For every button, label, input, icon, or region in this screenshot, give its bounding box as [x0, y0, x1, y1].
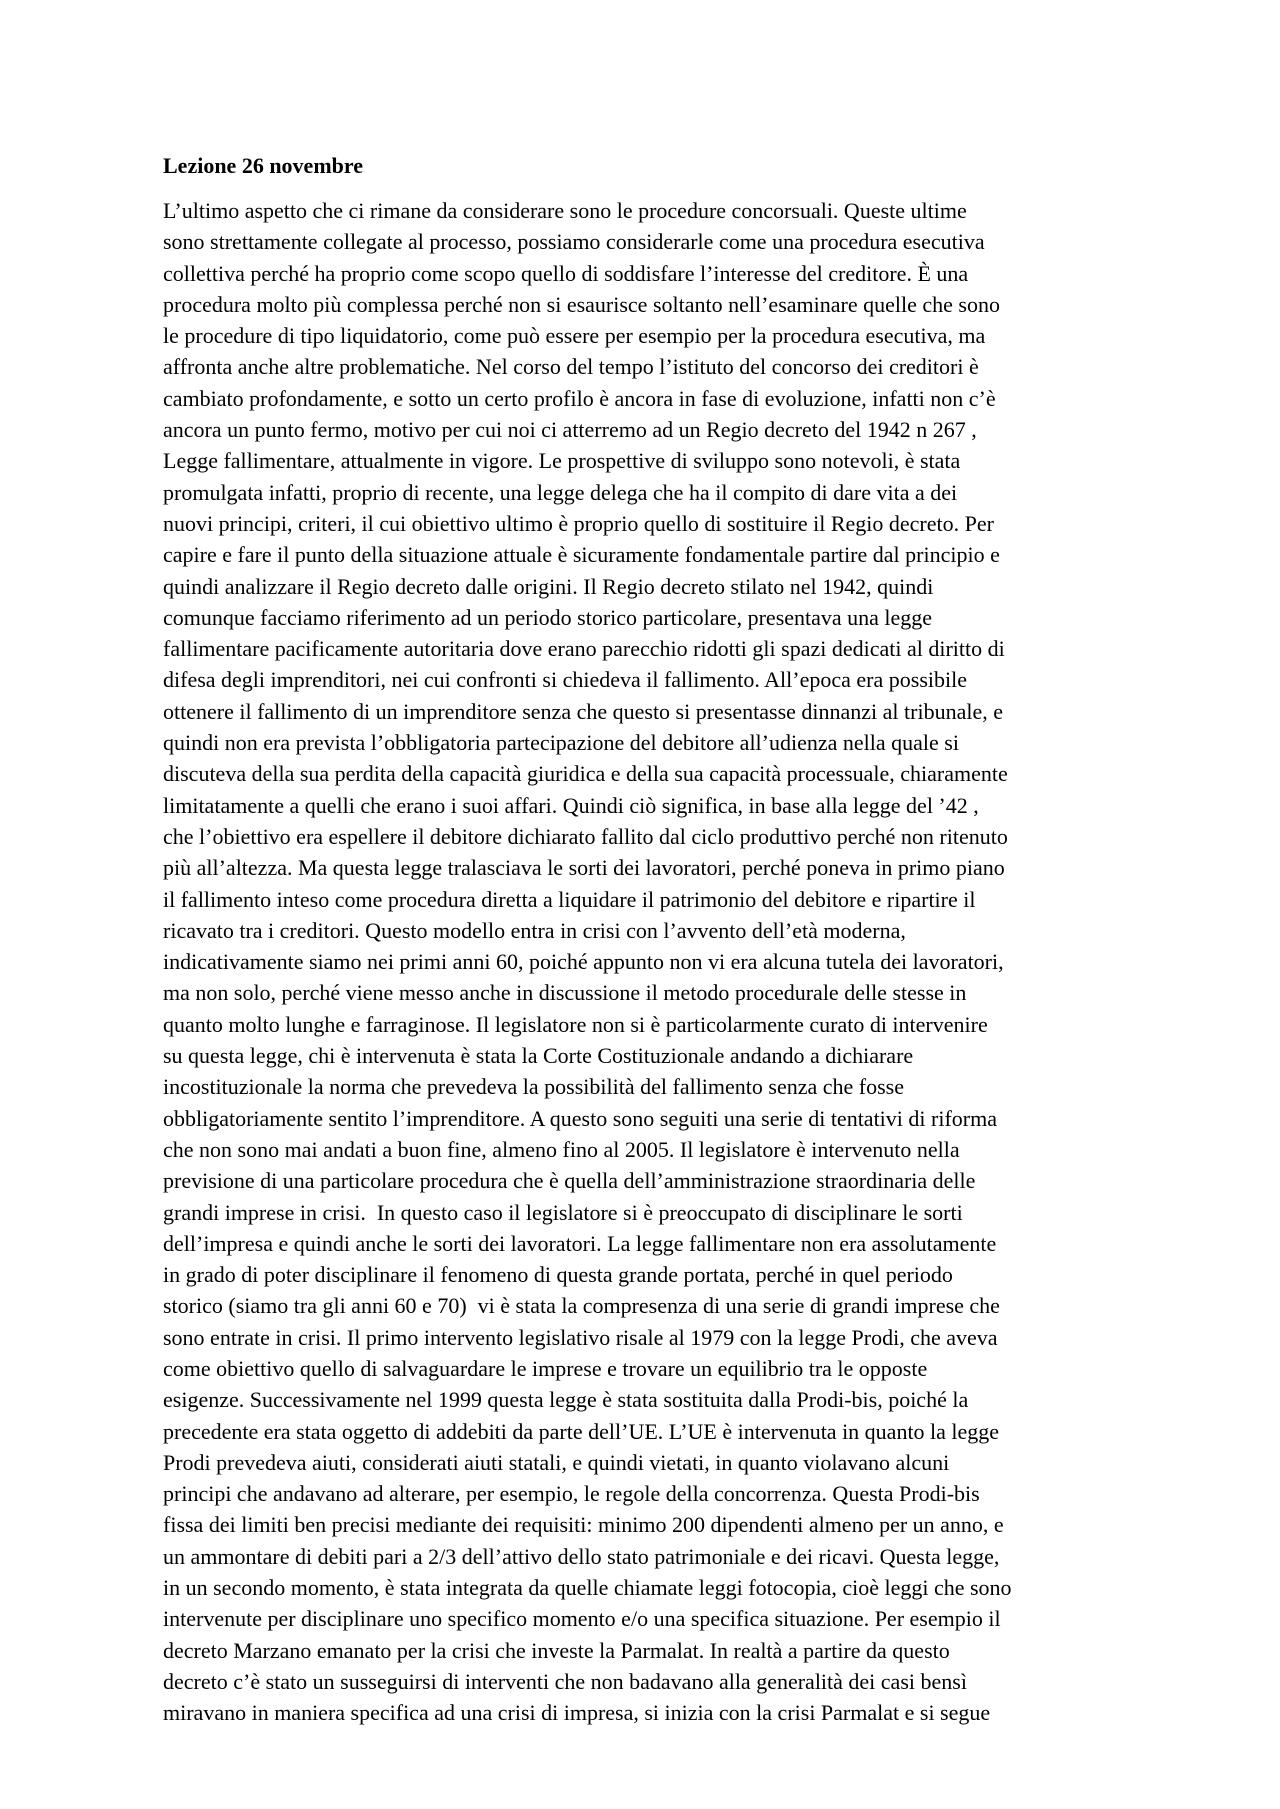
text-line: sono strettamente collegate al processo, possiamo considerarle come una procedura esecutiva [163, 229, 985, 255]
text-line: quindi non era prevista l’obbligatoria partecipazione del debitore all’udienza nella quale si [163, 730, 959, 756]
text-line: intervenute per disciplinare uno specifico momento e/o una specifica situazione. Per esempio il [163, 1606, 1001, 1632]
text-line: fallimentare pacificamente autoritaria dove erano parecchio ridotti gli spazi dedicati al diritto di [163, 636, 1005, 662]
text-line: come obiettivo quello di salvaguardare le imprese e trovare un equilibrio tra le opposte [163, 1355, 928, 1381]
body-text [163, 195, 1012, 1729]
text-line: decreto Marzano emanato per la crisi che investe la Parmalat. In realtà a partire da questo [163, 1637, 950, 1663]
text-line: ottenere il fallimento di un imprenditore senza che questo si presentasse dinnanzi al tribunale, e [163, 698, 1003, 724]
text-line: affronta anche altre problematiche. Nel corso del tempo l’istituto del concorso dei creditori è [163, 354, 979, 380]
text-line: promulgata infatti, proprio di recente, una legge delega che ha il compito di dare vita a dei [163, 479, 958, 505]
text-line: ma non solo, perché viene messo anche in discussione il metodo procedurale delle stesse in [163, 980, 967, 1006]
text-line: il fallimento inteso come procedura diretta a liquidare il patrimonio del debitore e ripartire il [163, 886, 976, 912]
text-line: decreto c’è stato un susseguirsi di interventi che non badavano alla generalità dei casi bensì [163, 1668, 967, 1694]
text-line: le procedure di tipo liquidatorio, come può essere per esempio per la procedura esecutiva, ma [163, 323, 986, 349]
text-line: indicativamente siamo nei primi anni 60, poiché appunto non vi era alcuna tutela dei lavoratori, [163, 949, 1004, 975]
text-line: L’ultimo aspetto che ci rimane da considerare sono le procedure concorsuali. Queste ultime [163, 198, 967, 223]
text-line: quanto molto lunghe e farraginose. Il legislatore non si è particolarmente curato di intervenire [163, 1011, 988, 1037]
text-line: procedura molto più complessa perché non si esaurisce soltanto nell’esaminare quelle che sono [163, 291, 1000, 317]
text-line: miravano in maniera specifica ad una crisi di impresa, si inizia con la crisi Parmalat e si segue [163, 1700, 991, 1726]
text-line: capire e fare il punto della situazione attuale è sicuramente fondamentale partire dal principio e [163, 542, 1000, 568]
text-line: grandi imprese in crisi. In questo caso il legislatore si è preoccupato di disciplinare le sorti [163, 1199, 963, 1225]
text-line: comunque facciamo riferimento ad un periodo storico particolare, presentava una legge [163, 604, 933, 630]
text-line: ancora un punto fermo, motivo per cui noi ci atterremo ad un Regio decreto del 1942 n 267 , [163, 417, 977, 443]
text-line: che l’obiettivo era espellere il debitore dichiarato fallito dal ciclo produttivo perché non ritenuto [163, 823, 1008, 849]
text-line: storico (siamo tra gli anni 60 e 70) vi è stata la compresenza di una serie di grandi imprese che [163, 1293, 1000, 1319]
text-line: dell’impresa e quindi anche le sorti dei lavoratori. La legge fallimentare non era assolutamente [163, 1230, 997, 1256]
text-line: incostituzionale la norma che prevedeva la possibilità del fallimento senza che fosse [163, 1074, 905, 1100]
text-line: previsione di una particolare procedura che è quella dell’amministrazione straordinaria delle [163, 1168, 976, 1194]
text-line: esigenze. Successivamente nel 1999 questa legge è stata sostituita dalla Prodi-bis, poiché la [163, 1387, 969, 1413]
page-title: Lezione 26 novembre [163, 153, 364, 178]
text-line: discuteva della sua perdita della capacità giuridica e della sua capacità processuale, chiaramente [163, 761, 1008, 787]
text-line: cambiato profondamente, e sotto un certo profilo è ancora in fase di evoluzione, infatti non c’è [163, 385, 996, 411]
text-line: Legge fallimentare, attualmente in vigore. Le prospettive di sviluppo sono notevoli, è stata [163, 448, 961, 474]
text-line: limitatamente a quelli che erano i suoi affari. Quindi ciò significa, in base alla legge del ’42 , [163, 792, 979, 818]
text-line: Prodi prevedeva aiuti, considerati aiuti statali, e quindi vietati, in quanto violavano alcuni [163, 1449, 950, 1475]
text-line: ricavato tra i creditori. Questo modello entra in crisi con l’avvento dell’età moderna, [163, 917, 906, 943]
text-line: collettiva perché ha proprio come scopo quello di soddisfare l’interesse del creditore. È una [163, 260, 969, 286]
text-line: nuovi principi, criteri, il cui obiettivo ultimo è proprio quello di sostituire il Regio decreto. Per [163, 510, 994, 536]
text-line: difesa degli imprenditori, nei cui confronti si chiedeva il fallimento. All’epoca era possibile [163, 667, 967, 693]
text-line: che non sono mai andati a buon fine, almeno fino al 2005. Il legislatore è intervenuto nella [163, 1136, 960, 1162]
text-line: principi che andavano ad alterare, per esempio, le regole della concorrenza. Questa Prodi-bis [163, 1481, 980, 1507]
text-line: precedente era stata oggetto di addebiti da parte dell’UE. L’UE è intervenuta in quanto la legge [163, 1418, 1000, 1444]
text-line: quindi analizzare il Regio decreto dalle origini. Il Regio decreto stilato nel 1942, quindi [163, 573, 934, 599]
text-line: in grado di poter disciplinare il fenomeno di questa grande portata, perché in quel periodo [163, 1262, 953, 1288]
text-line: su questa legge, chi è intervenuta è stata la Corte Costituzionale andando a dichiarare [163, 1043, 914, 1069]
text-line: fissa dei limiti ben precisi mediante dei requisiti: minimo 200 dipendenti almeno per un anno, e [163, 1512, 1004, 1538]
text-line: sono entrate in crisi. Il primo intervento legislativo risale al 1979 con la legge Prodi, che aveva [163, 1324, 998, 1350]
text-line: un ammontare di debiti pari a 2/3 dell’attivo dello stato patrimoniale e dei ricavi. Questa legge, [163, 1543, 1000, 1569]
text-line: obbligatoriamente sentito l’imprenditore. A questo sono seguiti una serie di tentativi di riforma [163, 1105, 997, 1131]
text-line: in un secondo momento, è stata integrata da quelle chiamate leggi fotocopia, cioè leggi che sono [163, 1575, 1012, 1601]
text-line: più all’altezza. Ma questa legge tralasciava le sorti dei lavoratori, perché poneva in primo piano [163, 855, 1005, 881]
